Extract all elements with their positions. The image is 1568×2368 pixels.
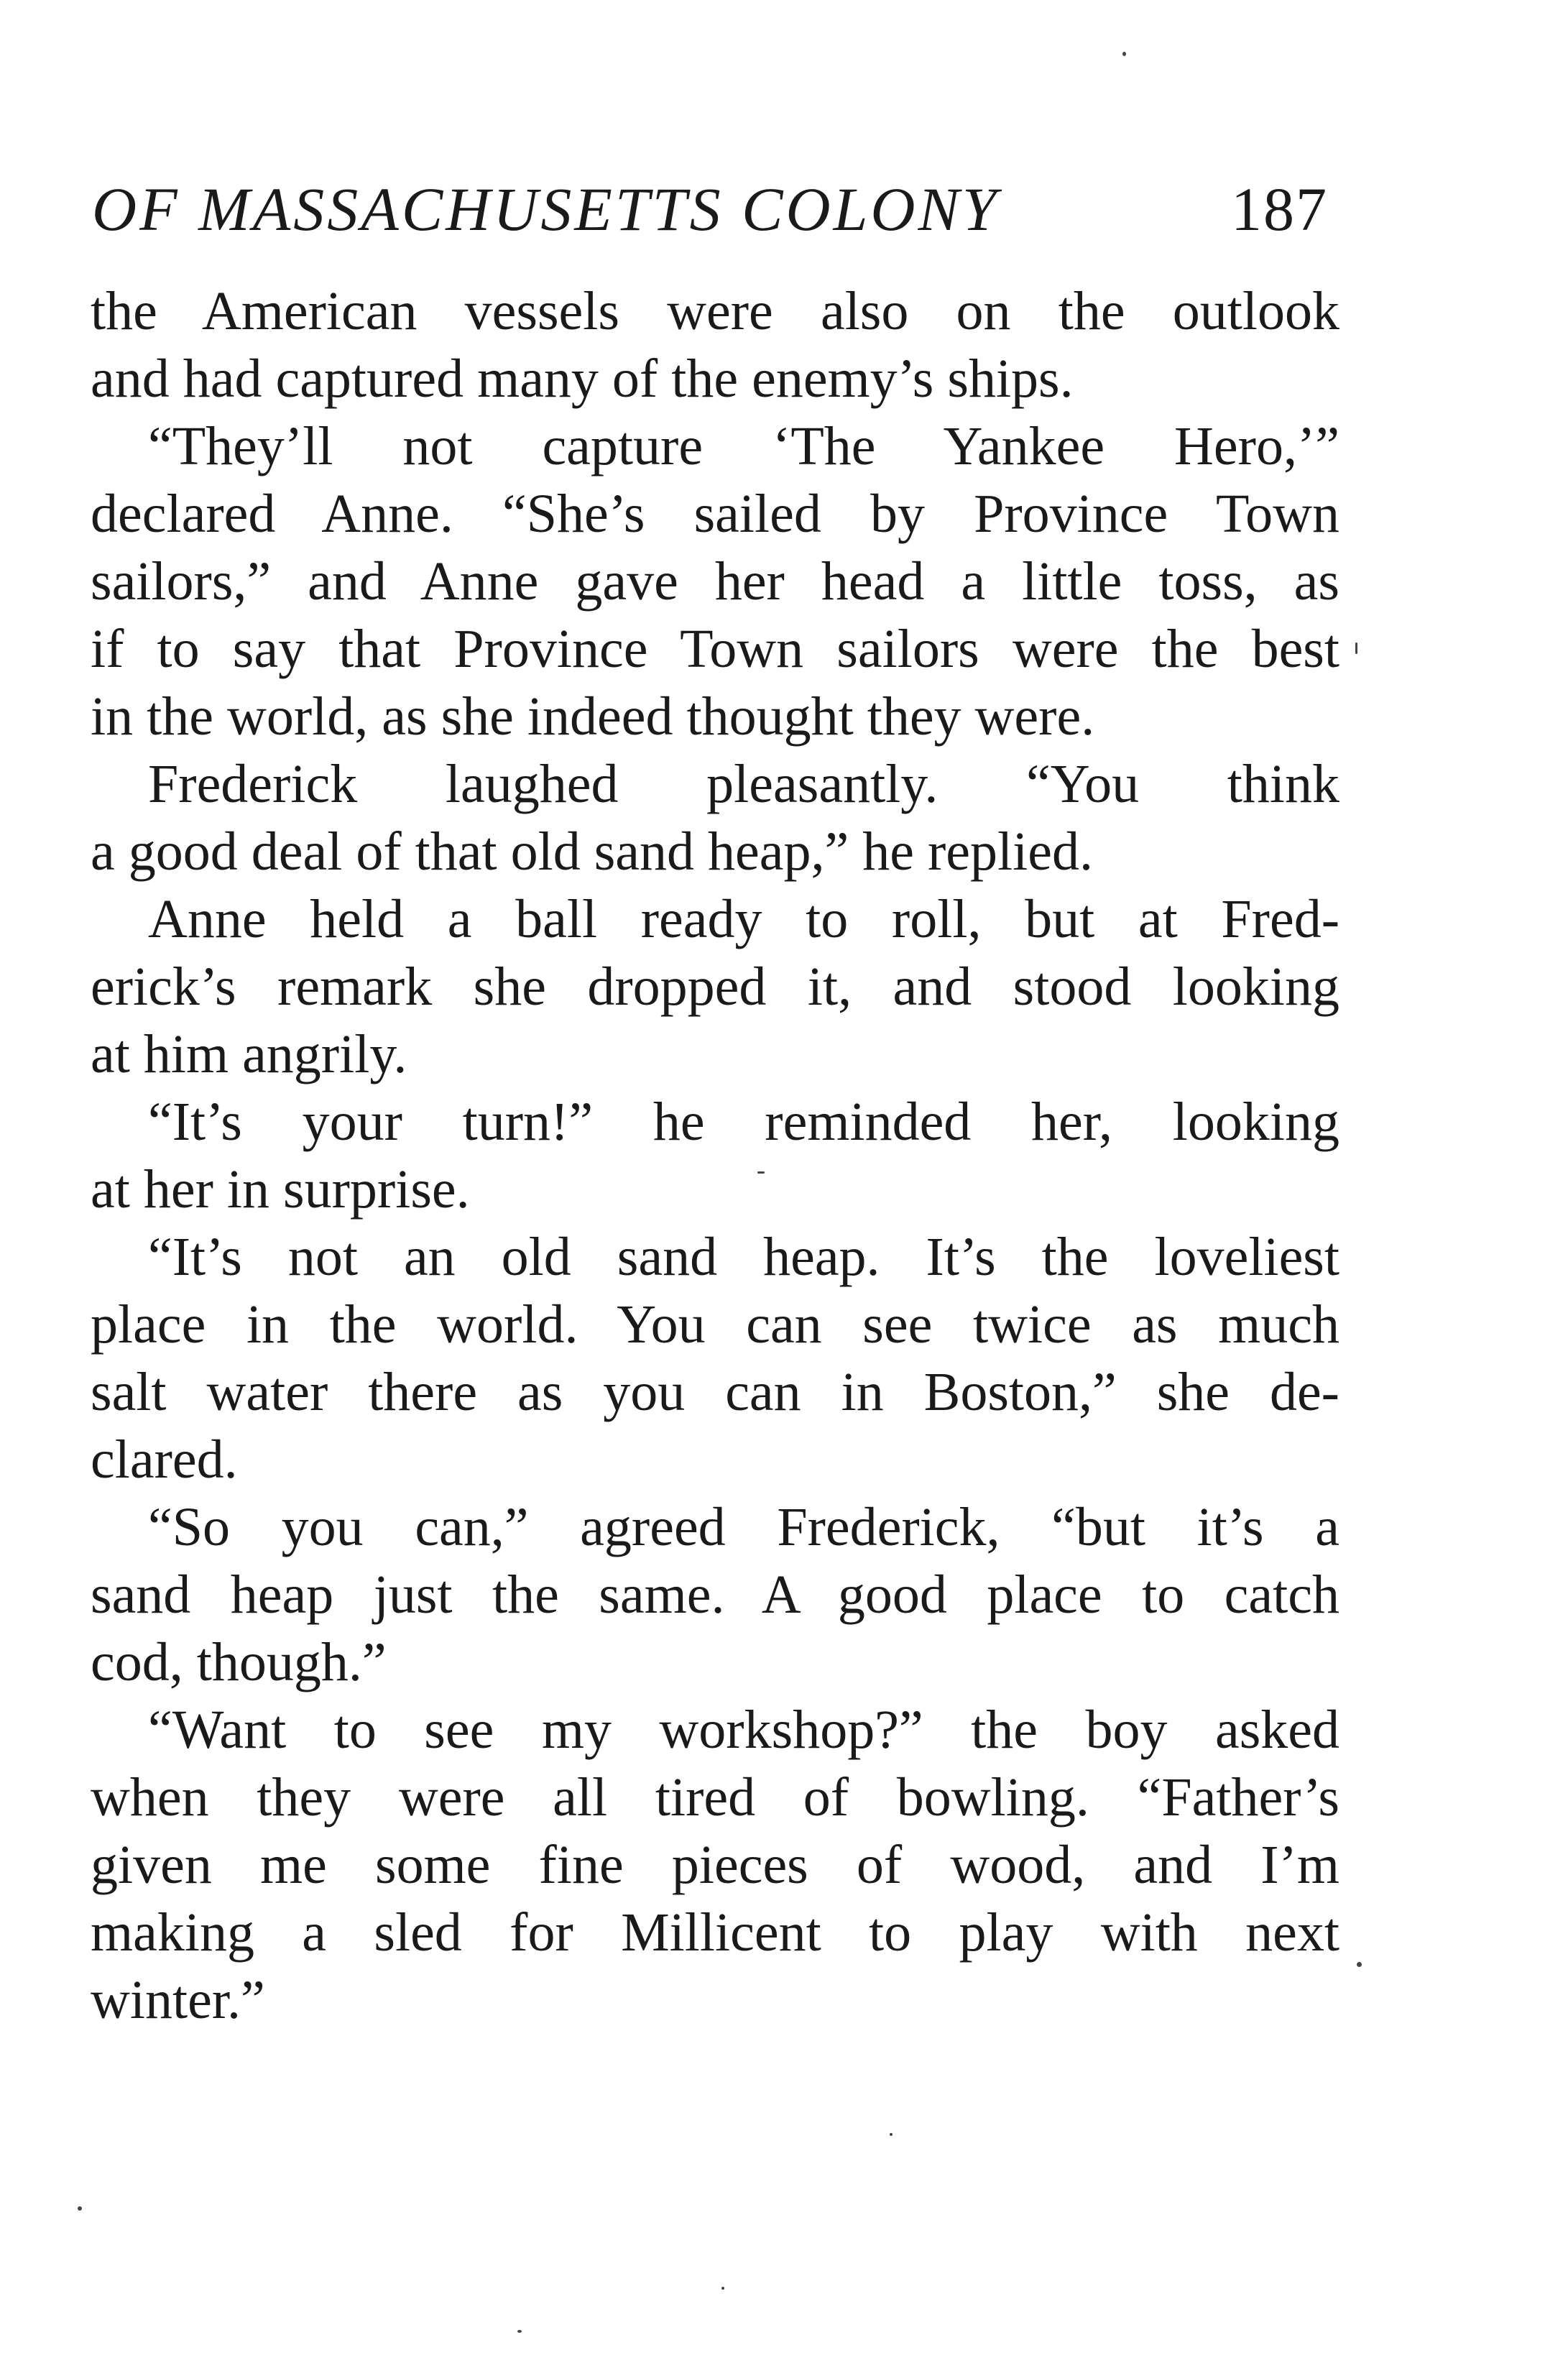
text-line: given me some fine pieces of wood, and I’m	[91, 1835, 1339, 1895]
text-line: declared Anne. “She’s sailed by Province Town	[91, 484, 1339, 544]
text-line: a good deal of that old sand heap,” he replied.	[91, 821, 1093, 882]
text-line: winter.”	[91, 1970, 265, 2030]
text-line: “They’ll not capture ‘The Yankee Hero,’”	[148, 416, 1339, 476]
text-line: “It’s your turn!” he reminded her, looking	[148, 1092, 1339, 1152]
text-line: at her in surprise.	[91, 1159, 470, 1220]
text-line: making a sled for Millicent to play with next	[91, 1902, 1339, 1963]
text-line: Frederick laughed pleasantly. “You think	[148, 754, 1339, 814]
text-line: Anne held a ball ready to roll, but at Fred-	[148, 889, 1339, 949]
text-line: salt water there as you can in Boston,” she de-	[91, 1362, 1339, 1422]
running-head	[92, 170, 1328, 249]
page-number: 187	[1231, 175, 1328, 244]
text-line: and had captured many of the enemy’s ships.	[91, 349, 1074, 409]
text-line: when they were all tired of bowling. “Father’s	[91, 1767, 1339, 1828]
scan-speck	[890, 2133, 893, 2136]
scan-speck	[1122, 52, 1126, 56]
scan-speck	[1355, 642, 1357, 654]
text-line: at him angrily.	[91, 1024, 407, 1084]
text-line: clared.	[91, 1429, 238, 1490]
scan-speck	[78, 2206, 82, 2211]
text-line: if to say that Province Town sailors were the best	[91, 619, 1339, 679]
body-text	[91, 277, 1339, 2034]
text-line: place in the world. You can see twice as much	[91, 1294, 1339, 1355]
text-line: in the world, as she indeed thought they were.	[91, 686, 1095, 747]
text-line: sand heap just the same. A good place to catch	[91, 1565, 1339, 1625]
scan-speck	[1357, 1962, 1362, 1967]
text-line: the American vessels were also on the outlook	[91, 281, 1339, 341]
running-title: OF MASSACHUSETTS COLONY	[92, 175, 1000, 244]
scan-speck	[721, 2287, 724, 2290]
text-line: “So you can,” agreed Frederick, “but it’s a	[148, 1497, 1339, 1557]
text-line: erick’s remark she dropped it, and stood looking	[91, 957, 1339, 1017]
text-line: “It’s not an old sand heap. It’s the loveliest	[148, 1227, 1339, 1287]
text-line: sailors,” and Anne gave her head a little toss, as	[91, 551, 1339, 612]
text-line: cod, though.”	[91, 1632, 387, 1692]
scan-speck	[517, 2330, 522, 2333]
scan-speck	[757, 1171, 765, 1174]
text-line: “Want to see my workshop?” the boy asked	[148, 1700, 1339, 1760]
